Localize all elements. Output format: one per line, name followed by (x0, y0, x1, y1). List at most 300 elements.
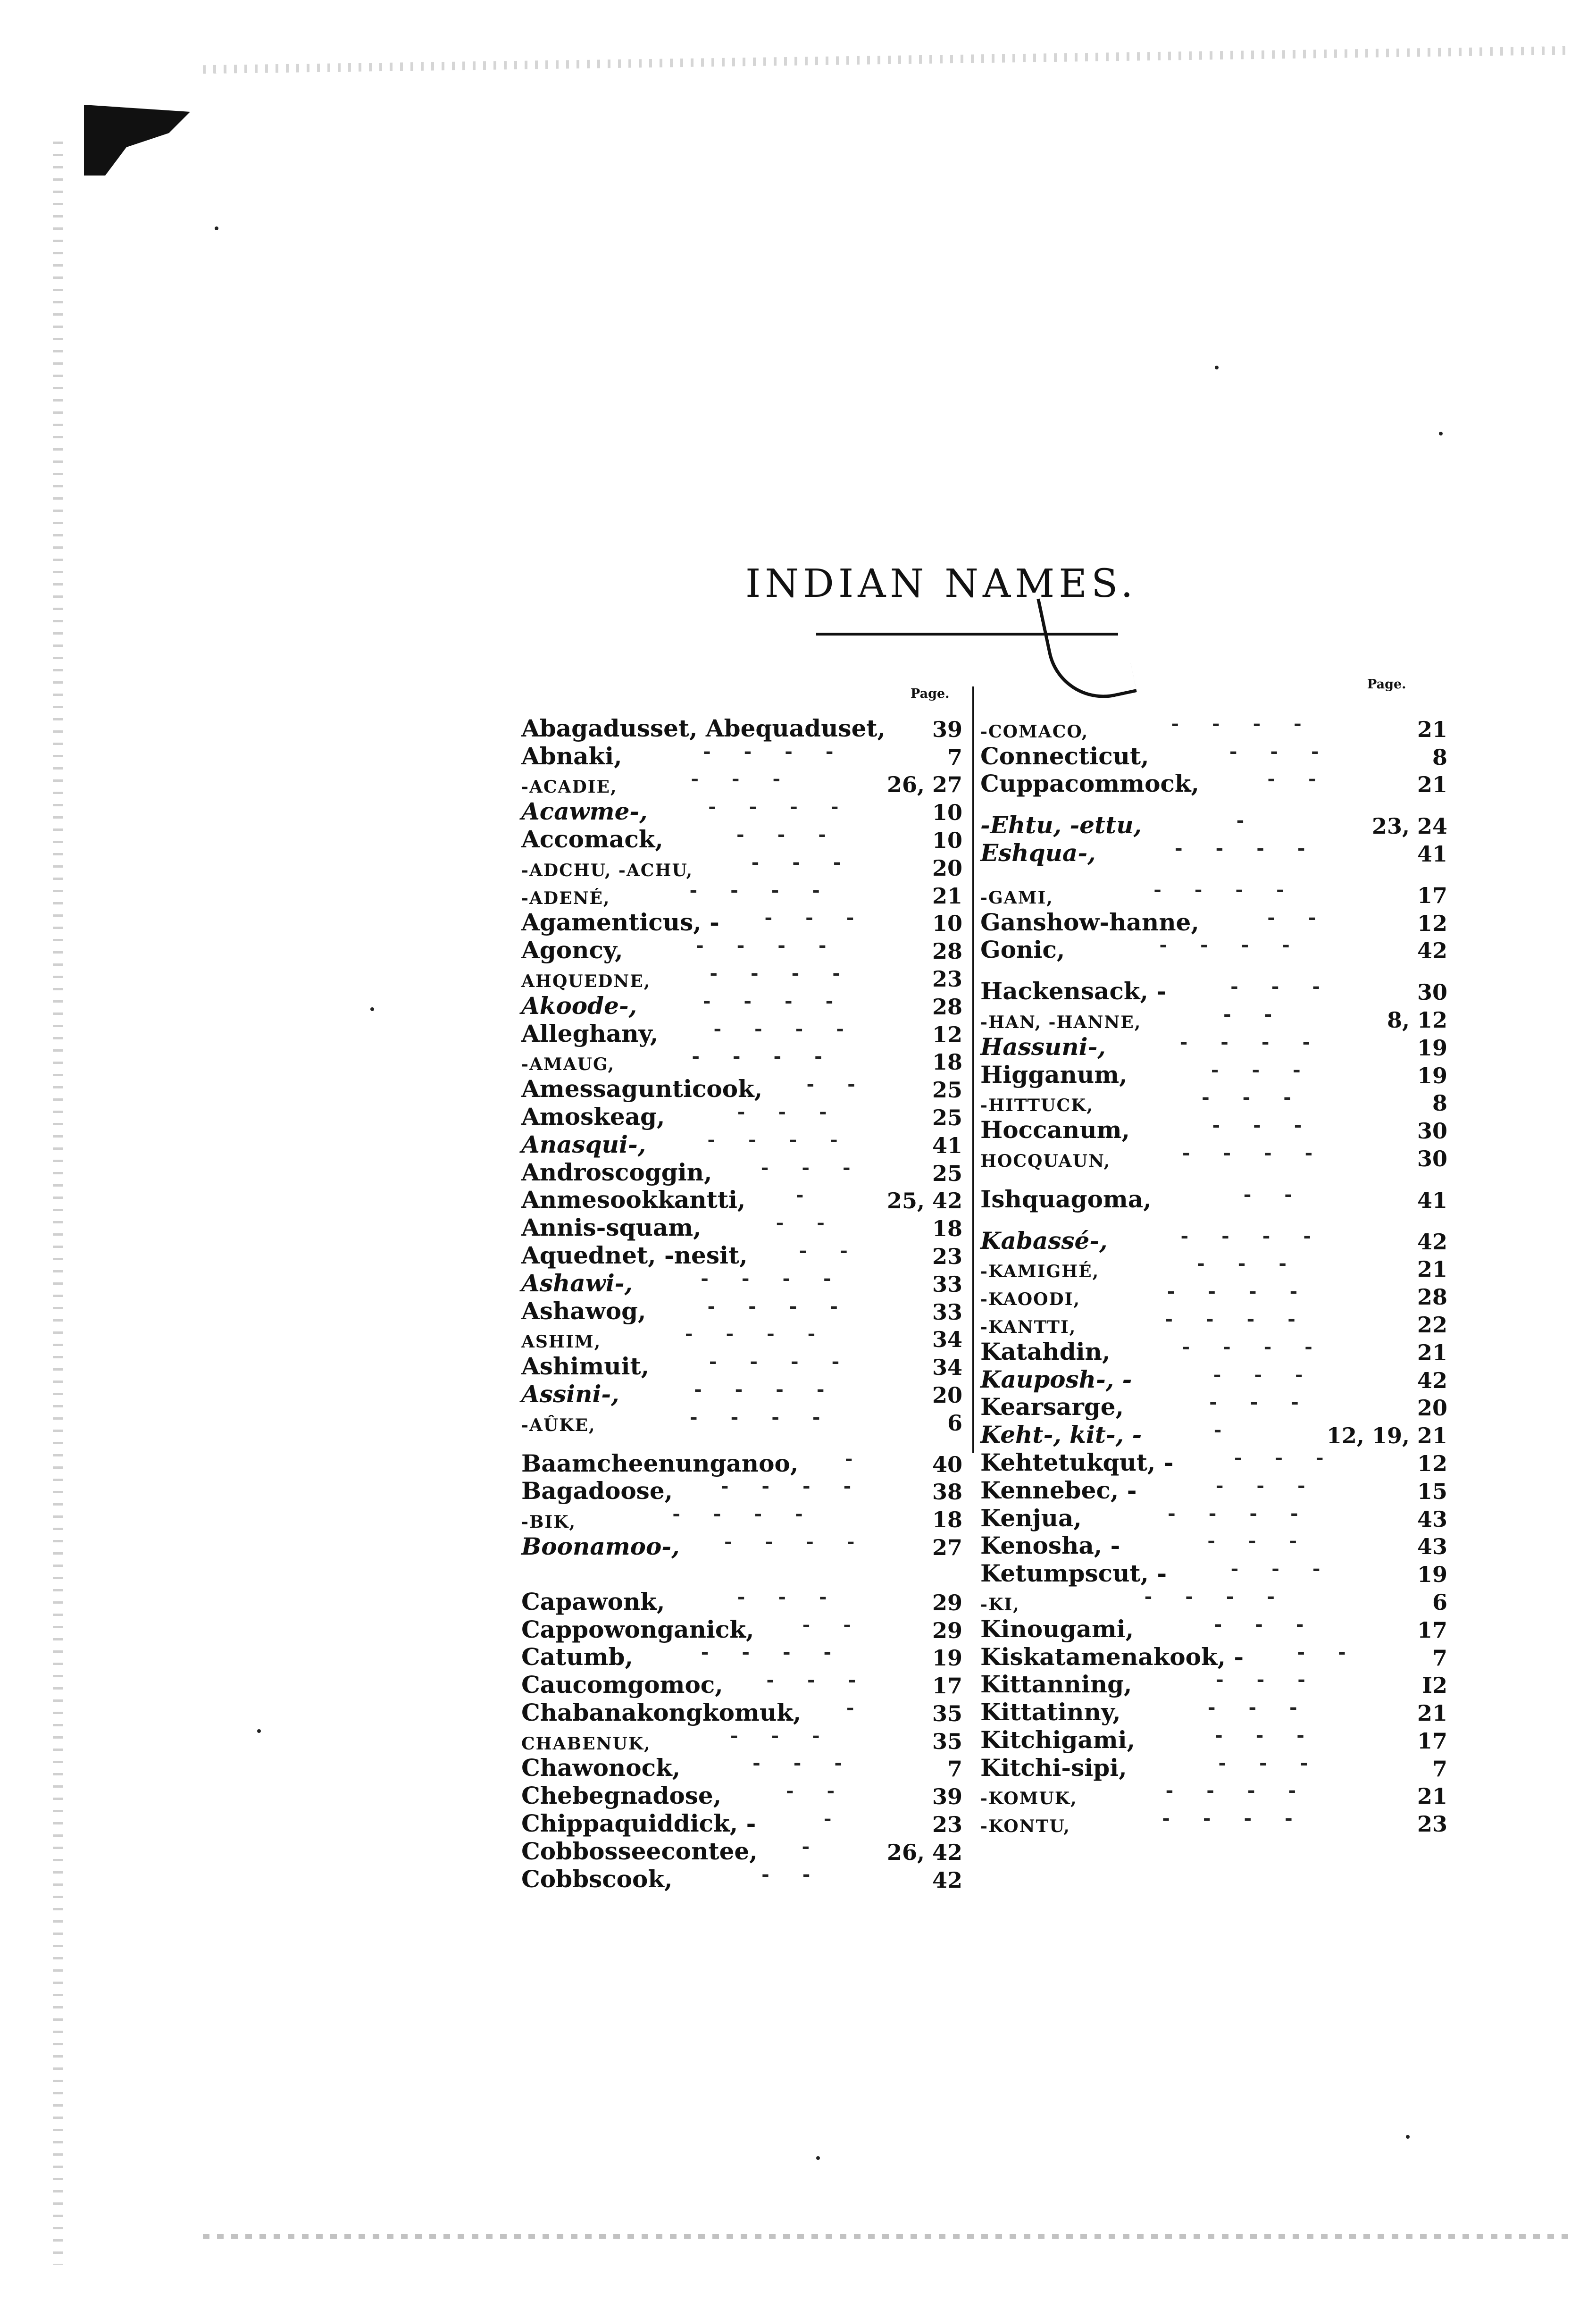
entry-page: 7 (947, 744, 962, 770)
entry-name: -AÛKE, (521, 1415, 596, 1435)
leader-dashes: ---- (707, 1128, 871, 1151)
index-entry (980, 1225, 1447, 1253)
leader-dashes: ---- (1180, 1224, 1344, 1247)
index-entry (980, 1280, 1447, 1308)
entry-name: Hackensack, - (980, 977, 1167, 1005)
entry-gap (980, 795, 1447, 809)
left-page-heading: Page. (911, 686, 950, 701)
entry-name: Kiskatamenakook, - (980, 1642, 1244, 1671)
entry-page: 23 (932, 966, 962, 992)
index-entry (521, 934, 962, 962)
entry-name: -KANTTI, (980, 1317, 1077, 1337)
leader-dashes: ---- (707, 1295, 871, 1317)
leader-dashes: ---- (1153, 878, 1317, 901)
entry-name: Keht-, kit-, - (980, 1421, 1142, 1449)
entry-page: 30 (1417, 1146, 1447, 1171)
entry-page: 22 (1417, 1312, 1447, 1338)
leader-dashes: --- (1211, 1058, 1334, 1081)
entry-page: 38 (932, 1479, 962, 1505)
entry-page: 20 (932, 855, 962, 881)
leader-dashes: - (1213, 1419, 1255, 1441)
scan-edge-left (53, 142, 63, 2265)
leader-dashes: --- (730, 1724, 853, 1747)
leader-dashes: -- (806, 1073, 888, 1096)
index-entry (521, 1724, 962, 1752)
entry-page: 18 (932, 1507, 962, 1533)
leader-dashes: ---- (1171, 712, 1335, 735)
entry-page: 19 (1417, 1035, 1447, 1061)
leader-dashes: -- (785, 1780, 868, 1802)
entry-page: 6 (947, 1410, 962, 1436)
entry-name: Acawme-, (521, 797, 648, 826)
index-entry (980, 1419, 1447, 1447)
entry-page: 43 (1417, 1534, 1447, 1560)
leader-dashes: --- (1215, 1474, 1338, 1497)
entry-page: 42 (1417, 1367, 1447, 1393)
entry-page: 17 (932, 1673, 962, 1699)
entry-name: Kenjua, (980, 1504, 1082, 1532)
index-entry (521, 851, 962, 879)
index-entry (980, 1641, 1447, 1669)
leader-dashes: ---- (701, 1641, 865, 1664)
entry-name: Annis-squam, (521, 1213, 702, 1242)
index-column-left (521, 712, 962, 1891)
index-entry (521, 1448, 962, 1475)
entry-name: -KI, (980, 1594, 1020, 1615)
entry-name: -ADCHU, -ACHU, (521, 860, 694, 880)
leader-dashes: - (795, 1184, 837, 1206)
entry-name: Kitchi-sipi, (980, 1753, 1127, 1782)
entry-name: Connecticut, (980, 742, 1149, 770)
entry-name: Chabanakongkomuk, (521, 1698, 802, 1726)
entry-page: 35 (932, 1700, 962, 1726)
leader-dashes: - (844, 1447, 886, 1470)
leader-dashes: - (846, 1696, 887, 1719)
entry-page: 12 (932, 1021, 962, 1047)
entry-name: Chawonock, (521, 1754, 681, 1782)
index-entry (980, 1059, 1447, 1087)
entry-page: 28 (1417, 1284, 1447, 1310)
entry-gap (521, 1558, 962, 1572)
index-entry (521, 1295, 962, 1323)
entry-name: Ashawi-, (521, 1269, 633, 1297)
entry-name: -Ehtu, -ettu, (980, 811, 1142, 839)
index-entry (521, 1835, 962, 1863)
entry-page: 17 (1417, 882, 1447, 908)
entry-page: 34 (932, 1355, 962, 1381)
entry-name: Hoccanum, (980, 1116, 1130, 1144)
leader-dashes: --- (751, 851, 874, 873)
leader-dashes: --- (1229, 740, 1352, 762)
index-entry (521, 1018, 962, 1046)
entry-name: Abagadusset, Abequaduset, (521, 714, 886, 742)
corner-ink-blot (84, 105, 190, 176)
index-entry (521, 1046, 962, 1073)
entry-name: Higganum, (980, 1060, 1128, 1088)
entry-page: 26, 42 (886, 1839, 962, 1865)
entry-name: Cobbscook, (521, 1865, 673, 1893)
entry-page: 42 (932, 1867, 962, 1893)
index-entry (980, 1308, 1447, 1336)
index-entry (521, 712, 962, 740)
entry-page: 25 (932, 1104, 962, 1130)
entry-name: -AMAUG, (521, 1054, 615, 1075)
index-entry (980, 1780, 1447, 1807)
index-entry (521, 962, 962, 990)
index-entry (521, 1323, 962, 1351)
leader-dashes: ---- (701, 1267, 864, 1289)
entry-name: Ganshow-hanne, (980, 908, 1199, 936)
entry-page: 21 (1417, 1339, 1447, 1365)
leader-dashes: -- (799, 1239, 881, 1262)
entry-name: Boonamoo-, (521, 1532, 680, 1560)
index-entry (980, 768, 1447, 796)
leader-dashes: -- (1267, 906, 1349, 929)
index-entry (980, 1474, 1447, 1502)
index-entry (980, 879, 1447, 906)
entry-name: ASHIM, (521, 1332, 602, 1352)
leader-dashes: --- (1207, 1696, 1330, 1719)
index-entry (521, 1586, 962, 1614)
entry-name: Caucomgomoc, (521, 1671, 723, 1699)
entry-name: -KOMUK, (980, 1789, 1078, 1809)
entry-page: 25 (932, 1160, 962, 1186)
index-entry (980, 1364, 1447, 1391)
entry-page: 42 (1417, 938, 1447, 964)
index-entry (980, 1669, 1447, 1697)
entry-name: -COMACO, (980, 721, 1089, 742)
entry-name: Ketumpscut, - (980, 1559, 1167, 1588)
index-entry (980, 1087, 1447, 1114)
index-entry (521, 1129, 962, 1156)
index-entry (521, 795, 962, 826)
entry-page: 40 (932, 1451, 962, 1477)
entry-page: 21 (1417, 716, 1447, 742)
entry-page: 26, 27 (886, 772, 962, 798)
entry-page: 42 (1417, 1229, 1447, 1255)
leader-dashes: --- (1234, 1446, 1357, 1469)
right-page-heading: Page. (1367, 677, 1406, 692)
leader-dashes: ---- (1144, 1585, 1308, 1607)
entry-page: 10 (932, 827, 962, 853)
entry-name: Abnaki, (521, 742, 622, 770)
scan-edge-bottom (203, 2234, 1571, 2239)
entry-page: 21 (1417, 772, 1447, 798)
leader-dashes: -- (1243, 1183, 1325, 1205)
entry-name: -HITTUCK, (980, 1096, 1094, 1116)
scan-edge-top (203, 46, 1571, 74)
entry-name: Alleghany, (521, 1019, 659, 1047)
entry-page: 25, 42 (886, 1188, 962, 1214)
entry-name: Ashawog, (521, 1297, 646, 1325)
index-entry (521, 1212, 962, 1242)
entry-page: 8 (1432, 1090, 1447, 1116)
entry-name: Anmesookkantti, (521, 1186, 746, 1214)
leader-dashes: ---- (1167, 1280, 1331, 1303)
index-entry (521, 1101, 962, 1129)
entry-page: 28 (932, 938, 962, 964)
entry-page: 17 (1417, 1728, 1447, 1754)
entry-page: 21 (1417, 1783, 1447, 1809)
entry-name: -KONTU, (980, 1816, 1070, 1837)
entry-gap (521, 1572, 962, 1586)
entry-name: Cobbosseecontee, (521, 1837, 758, 1865)
index-entry (521, 1267, 962, 1295)
entry-name: Hassuni-, (980, 1032, 1106, 1061)
entry-name: HOCQUAUN, (980, 1151, 1111, 1171)
speck (816, 2156, 820, 2160)
leader-dashes: ---- (1168, 1502, 1331, 1524)
entry-page: 30 (1417, 1118, 1447, 1144)
leader-dashes: ---- (685, 1322, 849, 1345)
speck (257, 1729, 261, 1733)
leader-dashes: --- (1202, 1086, 1324, 1109)
index-entry (980, 1447, 1447, 1474)
entry-name: -KAMIGHÉ, (980, 1262, 1100, 1282)
entry-name: Kennebec, - (980, 1476, 1137, 1504)
index-entry (980, 1003, 1447, 1031)
entry-name: -HAN, -HANNE, (980, 1012, 1142, 1032)
leader-dashes: ---- (696, 934, 860, 957)
leader-dashes: ---- (1182, 1335, 1345, 1358)
entry-page: 41 (1417, 841, 1447, 867)
index-entry (521, 990, 962, 1018)
entry-name: Agoncy, (521, 936, 623, 964)
entry-page: 10 (932, 800, 962, 826)
leader-dashes: ---- (703, 740, 867, 762)
index-entry (980, 1613, 1447, 1641)
index-entry (980, 1585, 1447, 1613)
leader-dashes: -- (761, 1863, 844, 1885)
leader-dashes: --- (766, 1669, 889, 1691)
entry-name: CHABENUK, (521, 1733, 651, 1754)
leader-dashes: --- (737, 1100, 860, 1123)
entry-page: 39 (932, 716, 962, 742)
entry-page: 35 (932, 1728, 962, 1754)
entry-name: -KAOODI, (980, 1289, 1081, 1310)
leader-dashes: --- (1215, 1724, 1337, 1746)
entry-page: 21 (1417, 1256, 1447, 1282)
entry-page: 6 (1432, 1589, 1447, 1615)
entry-name: Baamcheenunganoo, (521, 1449, 799, 1477)
entry-page: 20 (932, 1382, 962, 1408)
index-entry (521, 740, 962, 768)
leader-dashes: - (802, 1835, 843, 1858)
entry-name: Katahdin, (980, 1337, 1111, 1365)
index-entry (521, 1156, 962, 1184)
leader-dashes: ---- (709, 1350, 873, 1373)
index-entry (521, 1350, 962, 1381)
index-entry (521, 1807, 962, 1838)
index-entry (980, 975, 1447, 1003)
index-entry (521, 1531, 962, 1558)
entry-name: Cuppacommock, (980, 770, 1199, 798)
entry-name: Chippaquiddick, - (521, 1809, 756, 1838)
entry-page: 34 (932, 1327, 962, 1353)
leader-dashes: --- (1230, 1557, 1354, 1580)
entry-page: 17 (1417, 1617, 1447, 1643)
entry-page: 21 (932, 883, 962, 909)
entry-name: -ACADIE, (521, 777, 618, 797)
entry-page: 23, 24 (1371, 813, 1447, 839)
entry-name: Accomack, (521, 825, 663, 853)
index-entry (980, 1142, 1447, 1170)
leader-dashes: ---- (689, 879, 853, 901)
entry-page: 41 (1417, 1187, 1447, 1213)
entry-name: Kittatinny, (980, 1698, 1121, 1726)
page-title: INDIAN NAMES. (745, 561, 1137, 606)
entry-page: 12, 19, 21 (1326, 1423, 1447, 1449)
entry-page: 19 (1417, 1562, 1447, 1588)
index-entry (521, 1406, 962, 1434)
entry-page: 30 (1417, 979, 1447, 1005)
entry-name: Amoskeag, (521, 1102, 665, 1130)
index-entry (980, 1752, 1447, 1780)
leader-dashes: ---- (713, 1017, 877, 1040)
leader-dashes: ---- (702, 989, 867, 1012)
index-entry (980, 1114, 1447, 1142)
index-entry (980, 837, 1447, 865)
speck (1406, 2135, 1410, 2139)
leader-dashes: --- (737, 1585, 860, 1608)
entry-page: 18 (932, 1216, 962, 1242)
entry-name: Gonic, (980, 936, 1065, 964)
entry-page: 23 (932, 1812, 962, 1838)
entry-page: 19 (932, 1645, 962, 1671)
index-entry (521, 1503, 962, 1531)
index-entry (521, 768, 962, 796)
entry-page: 15 (1417, 1478, 1447, 1504)
index-entry (521, 879, 962, 907)
leader-dashes: ---- (690, 1406, 853, 1428)
entry-page: 39 (932, 1784, 962, 1810)
index-entry (980, 740, 1447, 768)
leader-dashes: ---- (710, 962, 873, 984)
leader-dashes: ---- (724, 1530, 888, 1553)
entry-page: 33 (932, 1271, 962, 1297)
entry-page: 12 (1417, 1450, 1447, 1476)
index-entry (521, 907, 962, 935)
index-entry (521, 1752, 962, 1780)
entry-page: 23 (1417, 1811, 1447, 1837)
entry-page: 28 (932, 994, 962, 1020)
entry-name: Kabassé-, (980, 1226, 1108, 1255)
leader-dashes: --- (1209, 1391, 1332, 1414)
leader-dashes: --- (1218, 1751, 1341, 1774)
leader-dashes: --- (760, 1156, 884, 1179)
entry-page: 23 (932, 1243, 962, 1269)
entry-name: Kauposh-, - (980, 1365, 1132, 1393)
leader-dashes: ---- (1165, 1307, 1329, 1330)
entry-name: Catumb, (521, 1643, 633, 1671)
entry-name: Kenosha, - (980, 1531, 1120, 1560)
leader-dashes: ---- (1175, 837, 1338, 859)
entry-page: 20 (1417, 1395, 1447, 1421)
entry-page: 7 (947, 1756, 962, 1782)
index-entry (980, 1807, 1447, 1835)
entry-name: Kitchigami, (980, 1725, 1136, 1754)
leader-dashes: ---- (1182, 1141, 1346, 1164)
leader-dashes: ---- (1165, 1779, 1329, 1802)
index-entry (980, 906, 1447, 934)
index-entry (521, 1614, 962, 1641)
entry-name: -BIK, (521, 1512, 577, 1532)
entry-page: 29 (932, 1617, 962, 1643)
entry-name: Amessagunticook, (521, 1075, 763, 1103)
entry-page: 27 (932, 1534, 962, 1560)
entry-page: 21 (1417, 1700, 1447, 1726)
leader-dashes: --- (691, 768, 814, 790)
entry-page: 12 (1417, 910, 1447, 936)
leader-dashes: - (823, 1807, 865, 1830)
entry-page: 8 (1432, 744, 1447, 770)
index-entry (980, 1391, 1447, 1419)
entry-name: Kittanning, (980, 1670, 1132, 1699)
entry-name: Anasqui-, (521, 1130, 646, 1158)
entry-name: Kinougami, (980, 1615, 1134, 1643)
entry-name: -ADENÉ, (521, 888, 610, 908)
index-entry (521, 1475, 962, 1503)
entry-page: 7 (1432, 1756, 1447, 1782)
leader-dashes: --- (1197, 1252, 1320, 1275)
index-entry (521, 1073, 962, 1101)
index-entry (980, 1724, 1447, 1752)
entry-name: Kearsarge, (980, 1393, 1124, 1421)
entry-name: Capawonk, (521, 1587, 665, 1615)
index-entry (521, 823, 962, 851)
entry-name: Kehtetukqut, - (980, 1448, 1174, 1476)
entry-name: Androscoggin, (521, 1158, 712, 1186)
entry-page: 18 (932, 1049, 962, 1075)
entry-name: Agamenticus, - (521, 908, 719, 937)
leader-dashes: ---- (1159, 934, 1323, 956)
leader-dashes: - (1236, 809, 1278, 832)
entry-gap (980, 865, 1447, 879)
entry-name: Chebegnadose, (521, 1782, 722, 1810)
leader-dashes: --- (736, 823, 859, 845)
speck (1215, 366, 1219, 369)
entry-gap (521, 1434, 962, 1448)
entry-name: Ashimuit, (521, 1352, 650, 1381)
speck (370, 1007, 374, 1011)
leader-dashes: -- (1267, 768, 1349, 790)
entry-name: Bagadoose, (521, 1477, 673, 1505)
index-entry (980, 809, 1447, 837)
index-entry (980, 1031, 1447, 1059)
index-entry (980, 1530, 1447, 1558)
entry-name: Aquednet, -nesit, (521, 1241, 748, 1269)
leader-dashes: --- (764, 906, 887, 929)
leader-dashes: ---- (708, 795, 872, 818)
leader-dashes: --- (1214, 1613, 1337, 1635)
leader-dashes: -- (1297, 1640, 1379, 1663)
speck (1439, 432, 1443, 435)
entry-page: 8, 12 (1387, 1007, 1447, 1033)
leader-dashes: -- (802, 1613, 884, 1636)
entry-gap (980, 962, 1447, 975)
leader-dashes: --- (1230, 975, 1353, 998)
entry-name: Cappowonganick, (521, 1615, 754, 1643)
index-entry (980, 1502, 1447, 1530)
entry-name: AHQUEDNE, (521, 971, 651, 991)
entry-page: 10 (932, 911, 962, 937)
entry-gap (980, 1211, 1447, 1225)
leader-dashes: -- (1223, 1003, 1305, 1025)
index-entry (521, 1641, 962, 1669)
leader-dashes: --- (752, 1752, 875, 1774)
index-entry (521, 1184, 962, 1212)
entry-page: 43 (1417, 1506, 1447, 1532)
